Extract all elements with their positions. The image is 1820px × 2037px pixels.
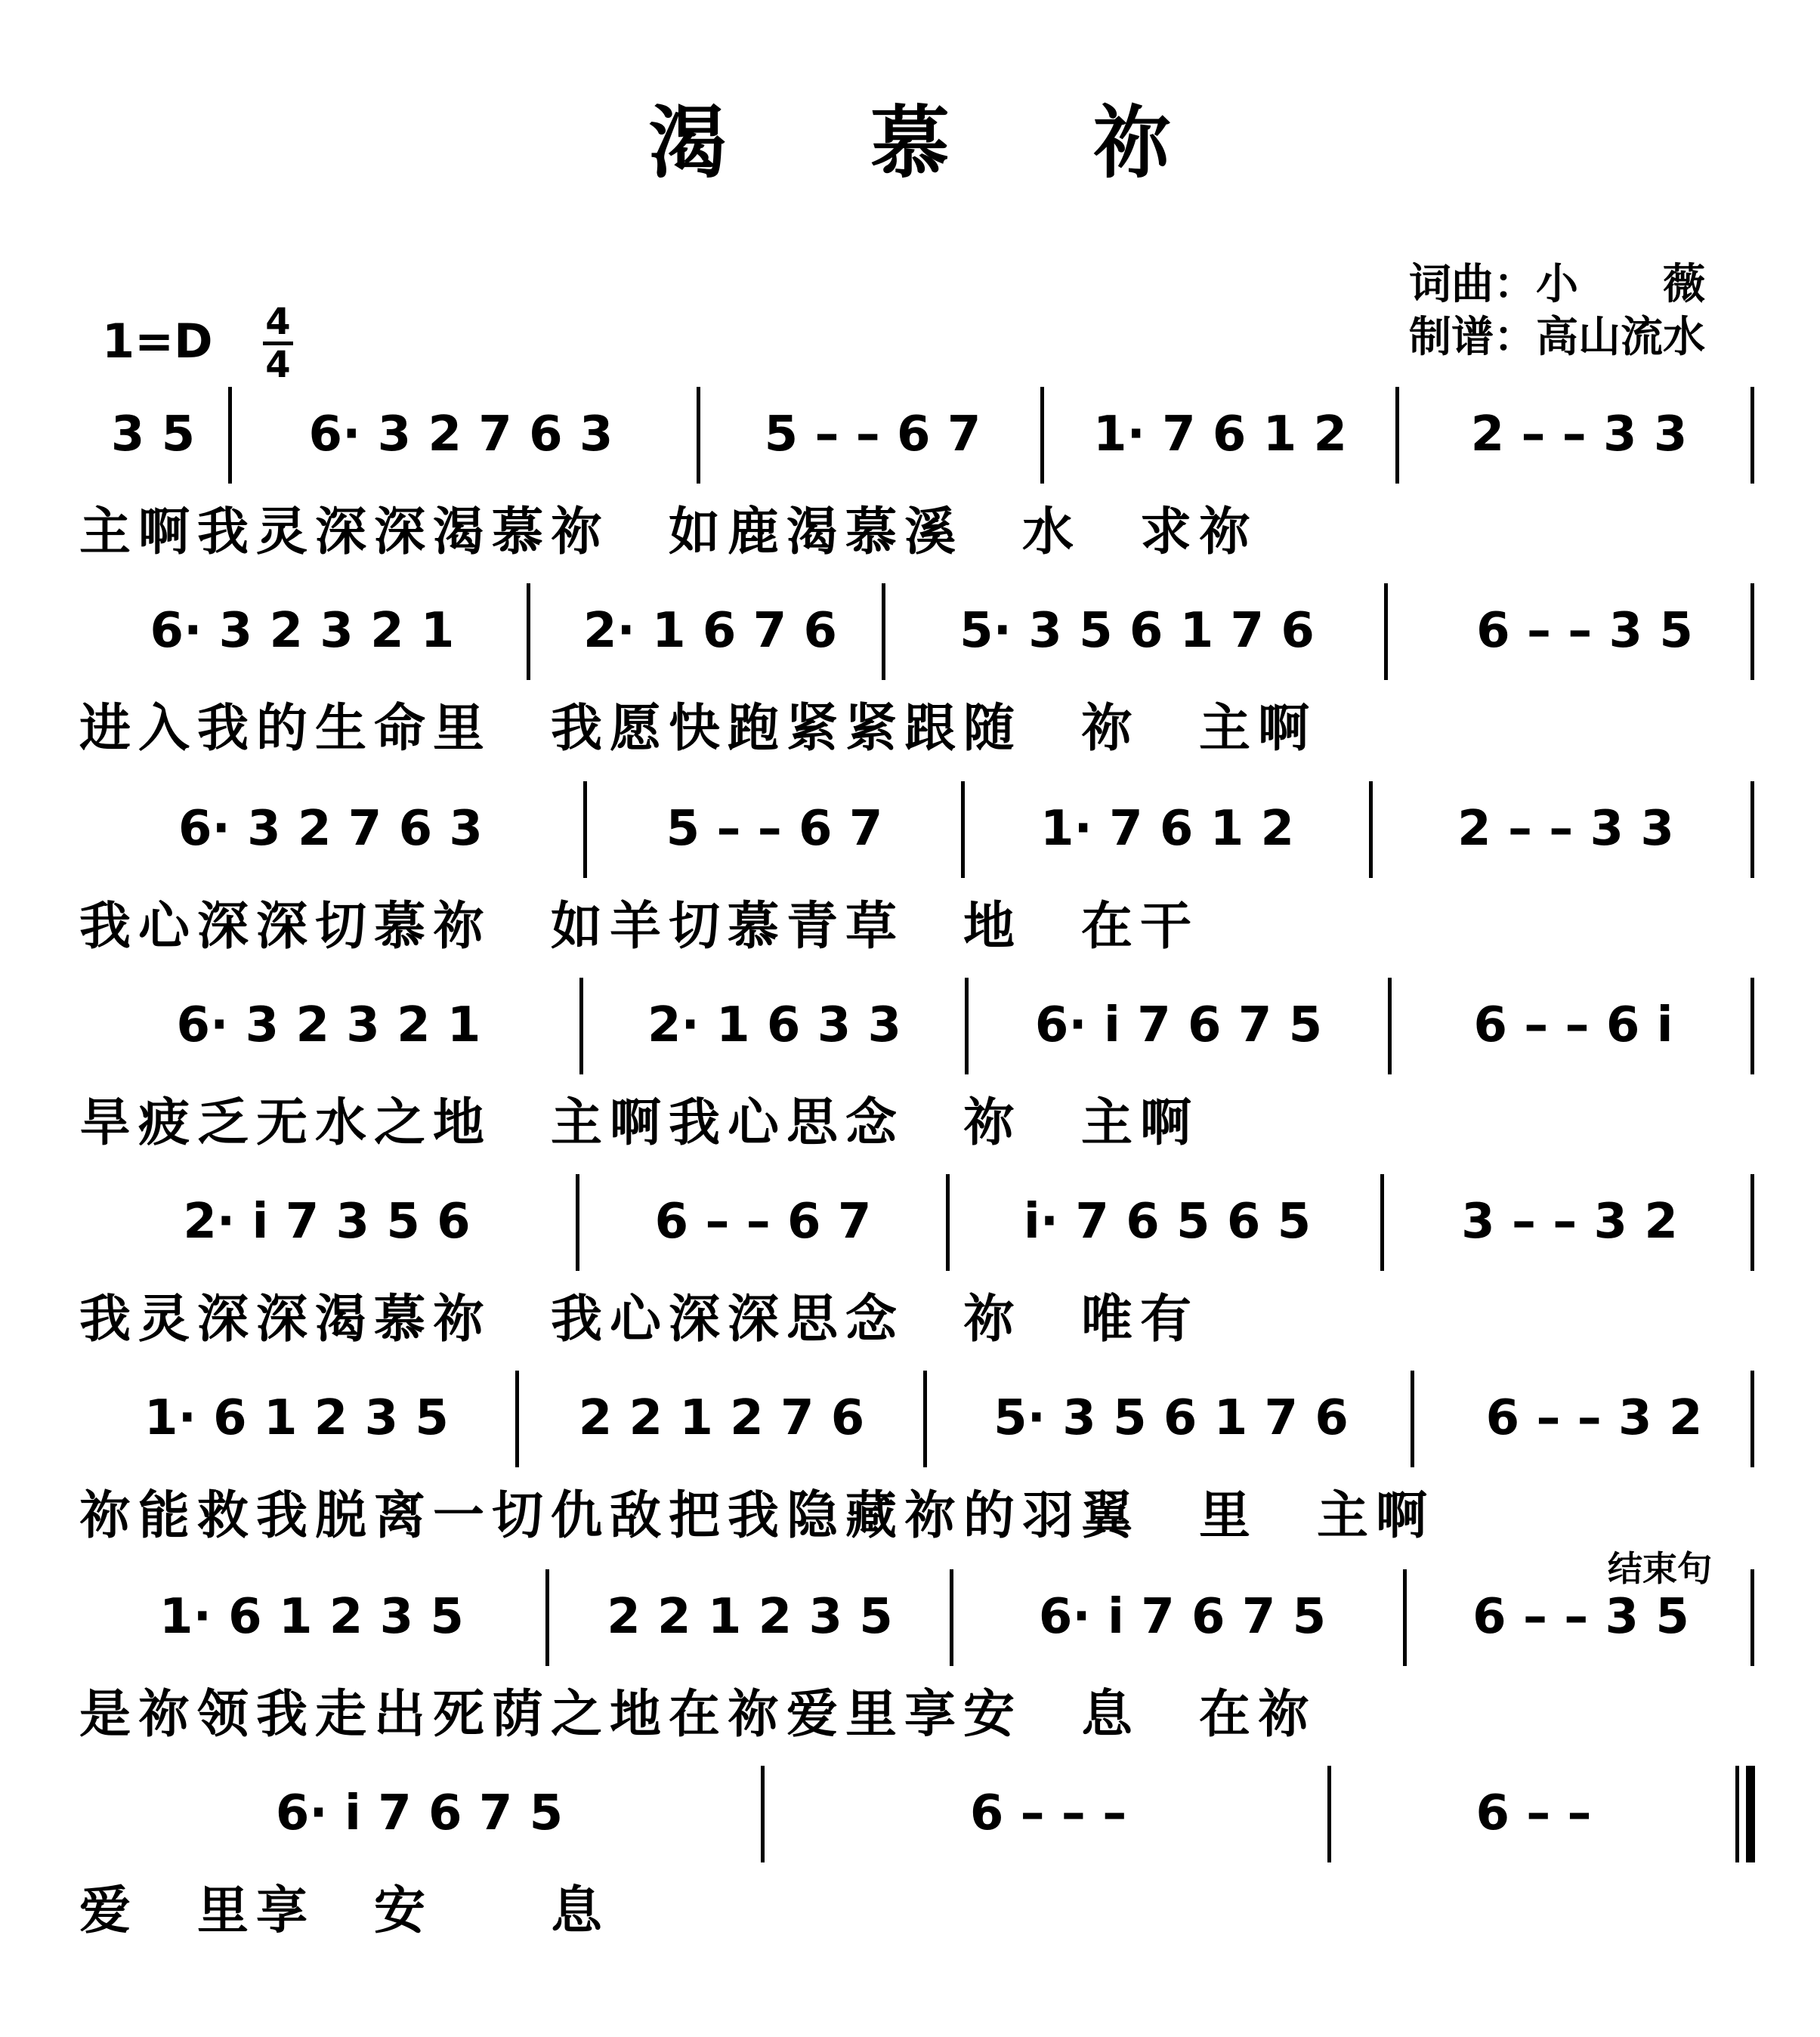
measure: [79, 787, 582, 870]
measure: [582, 1180, 944, 1263]
measure-notes: 1· 6 1 2 3 5: [144, 1390, 449, 1446]
measure: [1383, 787, 1749, 870]
final-barline: [1746, 1766, 1755, 1862]
measure-notes: 6 – –: [1475, 1785, 1592, 1841]
barline: [1380, 1174, 1384, 1271]
measure: [1439, 1377, 1749, 1460]
measure-notes: 1· 7 6 1 2: [1092, 406, 1348, 462]
measure-notes: 3 – – 3 2: [1461, 1194, 1678, 1250]
measure-notes: 5 – – 6 7: [666, 801, 883, 857]
measure: [1046, 393, 1394, 476]
barline: [1369, 781, 1373, 878]
measure: [79, 1772, 759, 1855]
barline: [579, 978, 583, 1074]
measure-notes: 6 – – 3 5: [1472, 1589, 1689, 1645]
measure: [971, 984, 1386, 1067]
measure-notes: 5· 3 5 6 1 7 6: [993, 1390, 1349, 1446]
time-sig-top: 4: [265, 301, 291, 343]
measure: [79, 589, 525, 672]
measure-notes: 6 – – 6 i: [1473, 997, 1673, 1053]
measure-notes: 6· i 7 6 7 5: [1034, 997, 1323, 1053]
barline: [583, 781, 587, 878]
barline: [1395, 387, 1399, 484]
measure: [771, 1772, 1326, 1855]
measure-notes: 2· 1 6 7 6: [582, 603, 838, 659]
barline: [946, 1174, 950, 1271]
barline: [1403, 1569, 1407, 1666]
barline: [1411, 1371, 1414, 1467]
barline: [527, 583, 530, 680]
measure-notes: 5 – – 6 7: [764, 406, 981, 462]
barline: [1040, 387, 1044, 484]
barline: [1750, 583, 1754, 680]
measure-notes: 2 – – 3 3: [1457, 801, 1674, 857]
lyric-line: 祢能救我脱离一切仇敌把我隐藏祢的羽翼 里 主啊: [79, 1486, 1435, 1546]
measure: [1398, 984, 1749, 1067]
lyric-line: 我灵深深渴慕祢 我心深深思念 祢 唯有: [79, 1290, 1200, 1349]
song-title: 渴慕祢: [648, 97, 1315, 189]
measure: [706, 393, 1039, 476]
measure: [79, 393, 227, 476]
measure: [933, 1377, 1409, 1460]
measure: [79, 1377, 514, 1460]
barline: [961, 781, 965, 878]
barline: [545, 1569, 549, 1666]
measure: [1413, 1575, 1749, 1658]
measure: [1333, 1772, 1734, 1855]
measure: [967, 787, 1367, 870]
measure: [540, 589, 880, 672]
lyric-line: 我心深深切慕祢 如羊切慕青草 地 在干: [79, 897, 1200, 957]
measure: [79, 984, 578, 1067]
measure-notes: 6· i 7 6 7 5: [1038, 1589, 1327, 1645]
barline: [1750, 1371, 1754, 1467]
measure-notes: 6· 3 2 7 6 3: [308, 406, 613, 462]
barline: [576, 1174, 579, 1271]
lyric-line: 爱 里享 安 息: [79, 1881, 610, 1941]
time-signature: [263, 301, 293, 386]
arranger-credit: 制谱：高山流水: [1409, 313, 1705, 362]
measure: [589, 787, 959, 870]
lyric-line: 主啊我灵深深渴慕祢 如鹿渴慕溪 水 求祢: [79, 502, 1259, 562]
measure: [552, 1575, 948, 1658]
measure-notes: 1· 6 1 2 3 5: [159, 1589, 464, 1645]
barline: [1735, 1766, 1739, 1862]
barline: [761, 1766, 765, 1862]
measure: [1409, 393, 1749, 476]
measure: [227, 393, 695, 476]
measure-notes: 2· 1 6 3 3: [647, 997, 902, 1053]
measure-notes: 5· 3 5 6 1 7 6: [959, 603, 1315, 659]
measure: [956, 1180, 1379, 1263]
measure-notes: 6· 3 2 7 6 3: [178, 801, 483, 857]
measure-notes: 6· 3 2 3 2 1: [150, 603, 455, 659]
key-signature: 1=D: [102, 314, 213, 369]
measure-notes: 2· i 7 3 5 6: [183, 1194, 471, 1250]
measure-notes: 6 – – 6 7: [654, 1194, 872, 1250]
lyric-line: 旱疲乏无水之地 主啊我心思念 祢 主啊: [79, 1093, 1200, 1153]
measure-notes: i· 7 6 5 6 5: [1023, 1194, 1312, 1250]
barline: [923, 1371, 927, 1467]
measure-notes: 6 – – 3 2: [1485, 1390, 1703, 1446]
barline: [1750, 1174, 1754, 1271]
credits: [1409, 258, 1705, 364]
measure: [1390, 1180, 1749, 1263]
barline: [697, 387, 700, 484]
measure: [79, 1180, 574, 1263]
end-cue-label: 结束句: [1608, 1548, 1712, 1589]
measure-notes: 6 – – –: [969, 1785, 1127, 1841]
barline: [1384, 583, 1388, 680]
measure-notes: 2 – – 3 3: [1470, 406, 1688, 462]
measure-notes: 3 5: [110, 406, 196, 462]
barline: [515, 1371, 519, 1467]
measure-notes: 2 2 1 2 7 6: [578, 1390, 865, 1446]
lyric-line: 进入我的生命里 我愿快跑紧紧跟随 祢 主啊: [79, 699, 1318, 759]
barline: [1750, 781, 1754, 878]
barline: [882, 583, 885, 680]
measure: [79, 1575, 544, 1658]
measure-notes: 6· i 7 6 7 5: [275, 1785, 564, 1841]
barline: [1750, 1569, 1754, 1666]
lyric-line: 是祢领我走出死荫之地在祢爱里享安 息 在祢: [79, 1685, 1318, 1745]
measure-notes: 6· 3 2 3 2 1: [176, 997, 481, 1053]
measure-notes: 6 – – 3 5: [1476, 603, 1693, 659]
barline: [1327, 1766, 1331, 1862]
barline: [965, 978, 969, 1074]
barline: [1388, 978, 1392, 1074]
barline: [1750, 978, 1754, 1074]
barline: [950, 1569, 953, 1666]
measure-notes: 2 2 1 2 3 5: [607, 1589, 893, 1645]
measure: [521, 1377, 922, 1460]
measure: [586, 984, 963, 1067]
measure: [891, 589, 1383, 672]
time-sig-bottom: 4: [265, 344, 291, 386]
lyric-composer-credit: 词曲：小 薇: [1409, 260, 1705, 309]
measure-notes: 1· 7 6 1 2: [1040, 801, 1295, 857]
barline: [1750, 387, 1754, 484]
measure: [1420, 589, 1749, 672]
measure: [963, 1575, 1401, 1658]
